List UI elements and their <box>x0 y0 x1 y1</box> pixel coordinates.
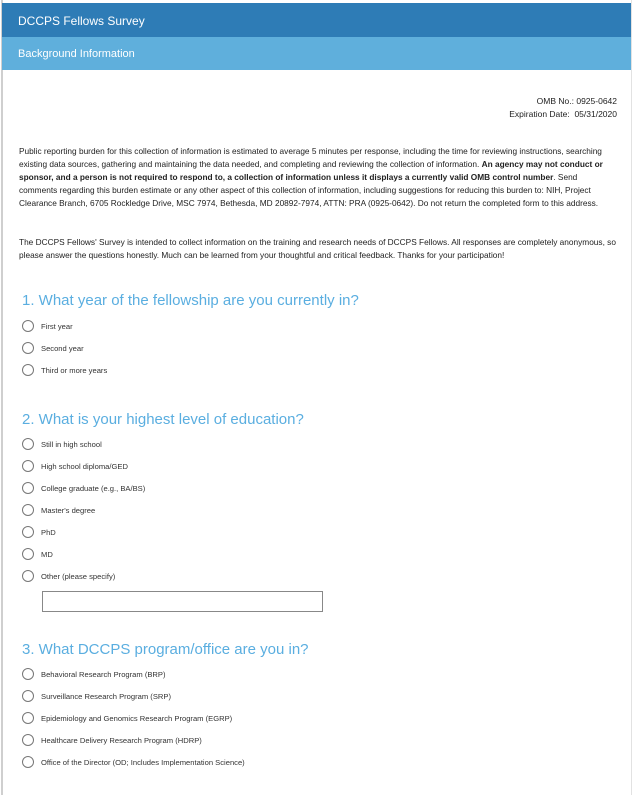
question-1-option[interactable] <box>22 363 107 377</box>
question-3-option[interactable] <box>22 755 245 769</box>
option-label: Surveillance Research Program (SRP) <box>41 691 171 701</box>
radio-button[interactable] <box>22 504 34 516</box>
question-2-option[interactable] <box>22 503 95 517</box>
option-label: High school diploma/GED <box>41 461 128 471</box>
option-label: Office of the Director (OD; Includes Implementation Science) <box>41 757 245 767</box>
radio-button[interactable] <box>22 756 34 768</box>
question-2-option[interactable] <box>22 547 53 561</box>
question-2-option[interactable] <box>22 437 102 451</box>
question-1-option[interactable] <box>22 319 73 333</box>
radio-button[interactable] <box>22 570 34 582</box>
radio-button[interactable] <box>22 482 34 494</box>
survey-title: DCCPS Fellows Survey <box>2 3 631 37</box>
omb-info <box>509 95 617 121</box>
radio-button[interactable] <box>22 548 34 560</box>
option-label: Behavioral Research Program (BRP) <box>41 669 166 679</box>
question-3-option[interactable] <box>22 689 171 703</box>
question-3-option[interactable] <box>22 667 166 681</box>
question-2-option[interactable] <box>22 569 115 583</box>
option-label: Master's degree <box>41 505 96 515</box>
radio-button[interactable] <box>22 668 34 680</box>
option-label: Epidemiology and Genomics Research Program (EGRP) <box>41 713 233 723</box>
radio-button[interactable] <box>22 526 34 538</box>
radio-button[interactable] <box>22 734 34 746</box>
burden-text-2: . Send comments regarding this burden estimate or any other aspect of this collection of information, including suggestions for reducing this burden to: NIH, Project Clearance Branch, 6705 Rockledge Drive, MSC 7974, Bethesda, MD 20892-7974, ATTN: PRA (0925-0642). Do not return the completed form to this address. <box>19 172 599 208</box>
question-1-option[interactable] <box>22 341 84 355</box>
option-label: Other (please specify) <box>41 571 116 581</box>
radio-button[interactable] <box>22 712 34 724</box>
burden-bold: An agency may not conduct or sponsor, and a person is not required to respond to, a collection of information unless it displays a currently valid OMB control number <box>19 159 603 182</box>
intro-text: The DCCPS Fellows' Survey is intended to collect information on the training and research needs of DCCPS Fellows. All responses are completely anonymous, so please answer the questions honestly. Much can be learned from your thoughtful and critical feedback. Thanks for your participation! <box>19 237 616 260</box>
omb-expiration: Expiration Date: 05/31/2020 <box>509 109 617 119</box>
question-2-option[interactable] <box>22 525 56 539</box>
radio-button[interactable] <box>22 342 34 354</box>
option-label: MD <box>41 549 53 559</box>
burden-statement <box>19 145 617 210</box>
radio-button[interactable] <box>22 460 34 472</box>
omb-number: OMB No.: 0925-0642 <box>536 96 617 106</box>
question-1-title: 1. What year of the fellowship are you currently in? <box>22 292 359 309</box>
question-3-title: 3. What DCCPS program/office are you in? <box>22 641 309 658</box>
option-label: Third or more years <box>41 365 108 375</box>
radio-button[interactable] <box>22 364 34 376</box>
option-label: College graduate (e.g., BA/BS) <box>41 483 146 493</box>
radio-button[interactable] <box>22 690 34 702</box>
question-3-option[interactable] <box>22 733 202 747</box>
option-label: Still in high school <box>41 439 102 449</box>
question-2-option[interactable] <box>22 459 128 473</box>
radio-button[interactable] <box>22 320 34 332</box>
option-label: Healthcare Delivery Research Program (HDRP) <box>41 735 202 745</box>
question-3-option[interactable] <box>22 711 232 725</box>
burden-text-1: Public reporting burden for this collection of information is estimated to average 5 minutes per response, including the time for reviewing instructions, searching existing data sources, gathering and maintaining the data needed, and completing and reviewing the collection of information. <box>19 146 602 169</box>
other-specify-input[interactable] <box>42 591 323 612</box>
question-2-title: 2. What is your highest level of education? <box>22 411 304 428</box>
option-label: First year <box>41 321 73 331</box>
question-2-option[interactable] <box>22 481 145 495</box>
radio-button[interactable] <box>22 438 34 450</box>
section-title: Background Information <box>2 37 631 70</box>
option-label: Second year <box>41 343 84 353</box>
option-label: PhD <box>41 527 56 537</box>
